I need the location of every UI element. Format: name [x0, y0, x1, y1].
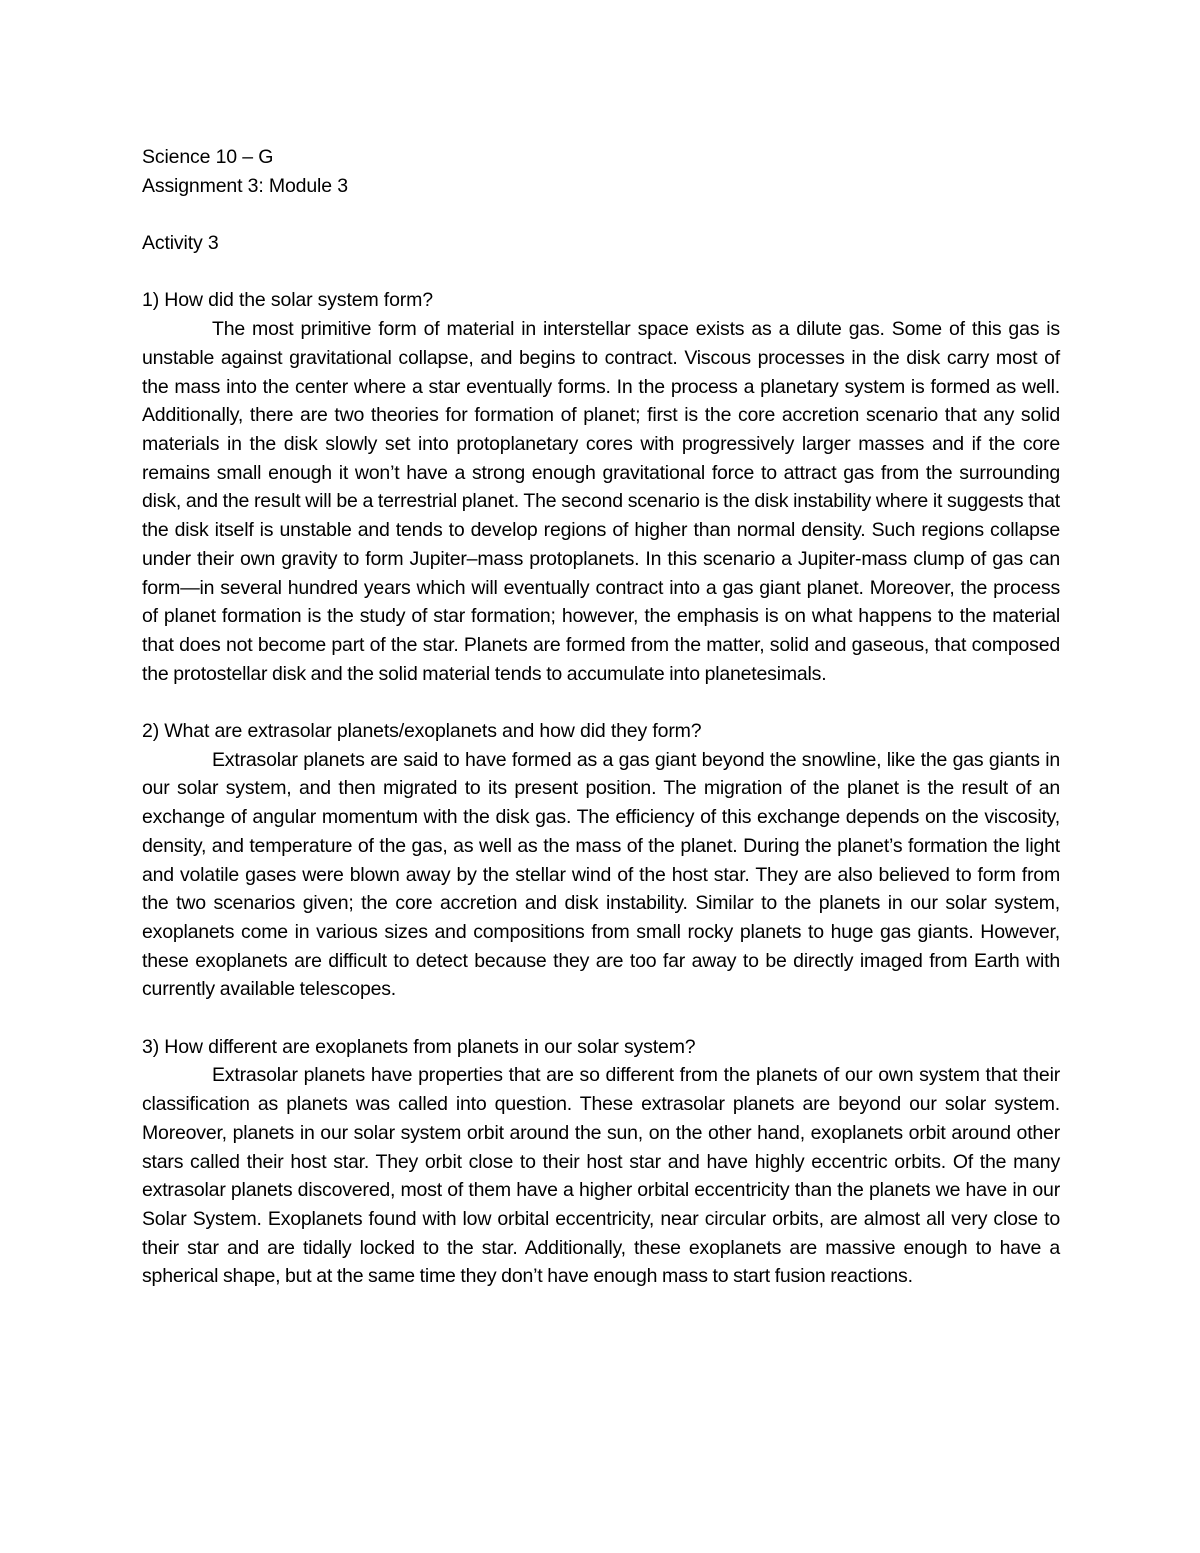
spacer — [142, 688, 1060, 717]
question-2: 2) What are extrasolar planets/exoplanets and how did they form? — [142, 720, 702, 743]
question-1: 1) How did the solar system form? — [142, 289, 433, 312]
document-body — [142, 143, 1060, 1291]
answer-1: The most primitive form of material in interstellar space exists as a dilute gas. Some of this gas is unstable against gravitational collapse, and begins to contract. Viscous processes in the disk carry most of the mass into the center where a star eventually forms. In the process a planetary system is formed as well. Additionally, there are two theories for formation of planet; first is the core accretion scenario that any solid materials in the disk slowly set into protoplanetary cores with progressively larger masses and if the core remains small enough it won’t have a strong enough gravitational force to attract gas from the surrounding disk, and the result will be a terrestrial planet. The second scenario is the disk instability where it suggests that the disk itself is unstable and tends to develop regions of higher than normal density. Such regions collapse under their own gravity to form Jupiter–mass protoplanets. In this scenario a Jupiter-mass clump of gas can form—in several hundred years which will eventually contract into a gas giant planet. Moreover, the process of planet formation is the study of star formation; however, the emphasis is on what happens to the material that does not become part of the star. Planets are formed from the matter, solid and gaseous, that composed the protostellar disk and the solid material tends to accumulate into planetesimals. — [142, 318, 1060, 685]
course-heading: Science 10 – G — [142, 146, 274, 168]
activity-heading: Activity 3 — [142, 232, 219, 255]
spacer — [142, 258, 1060, 287]
spacer — [142, 200, 1060, 229]
question-3: 3) How different are exoplanets from planets in our solar system? — [142, 1035, 696, 1058]
assignment-heading: Assignment 3: Module 3 — [142, 174, 348, 197]
answer-2: Extrasolar planets are said to have formed as a gas giant beyond the snowline, like the gas giants in our solar system, and then migrated to its present position. The migration of the planet is the result of an exchange of angular momentum with the disk gas. The efficiency of this exchange depends on the viscosity, density, and temperature of the gas, as well as the mass of the planet. During the planet’s formation the light and volatile gases were blown away by the stellar wind of the host star. They are also believed to form from the two scenarios given; the core accretion and disk instability. Similar to the planets in our solar system, exoplanets come in various sizes and compositions from small rocky planets to huge gas giants. However, these exoplanets are difficult to detect because they are too far away to be directly imaged from Earth with currently available telescopes. — [142, 748, 1060, 1001]
answer-3: Extrasolar planets have properties that are so different from the planets of our own system that their classification as planets was called into question. These extrasolar planets are beyond our solar system. Moreover, planets in our solar system orbit around the sun, on the other hand, exoplanets orbit around other stars called their host star. They orbit close to their host star and have highly eccentric orbits. Of the many extrasolar planets discovered, most of them have a higher orbital eccentricity than the planets we have in our Solar System. Exoplanets found with low orbital eccentricity, near circular orbits, are almost all very close to their star and are tidally locked to the star. Additionally, these exoplanets are massive enough to have a spherical shape, but at the same time they don’t have enough mass to start fusion reactions. — [142, 1064, 1060, 1288]
spacer — [142, 1004, 1060, 1033]
